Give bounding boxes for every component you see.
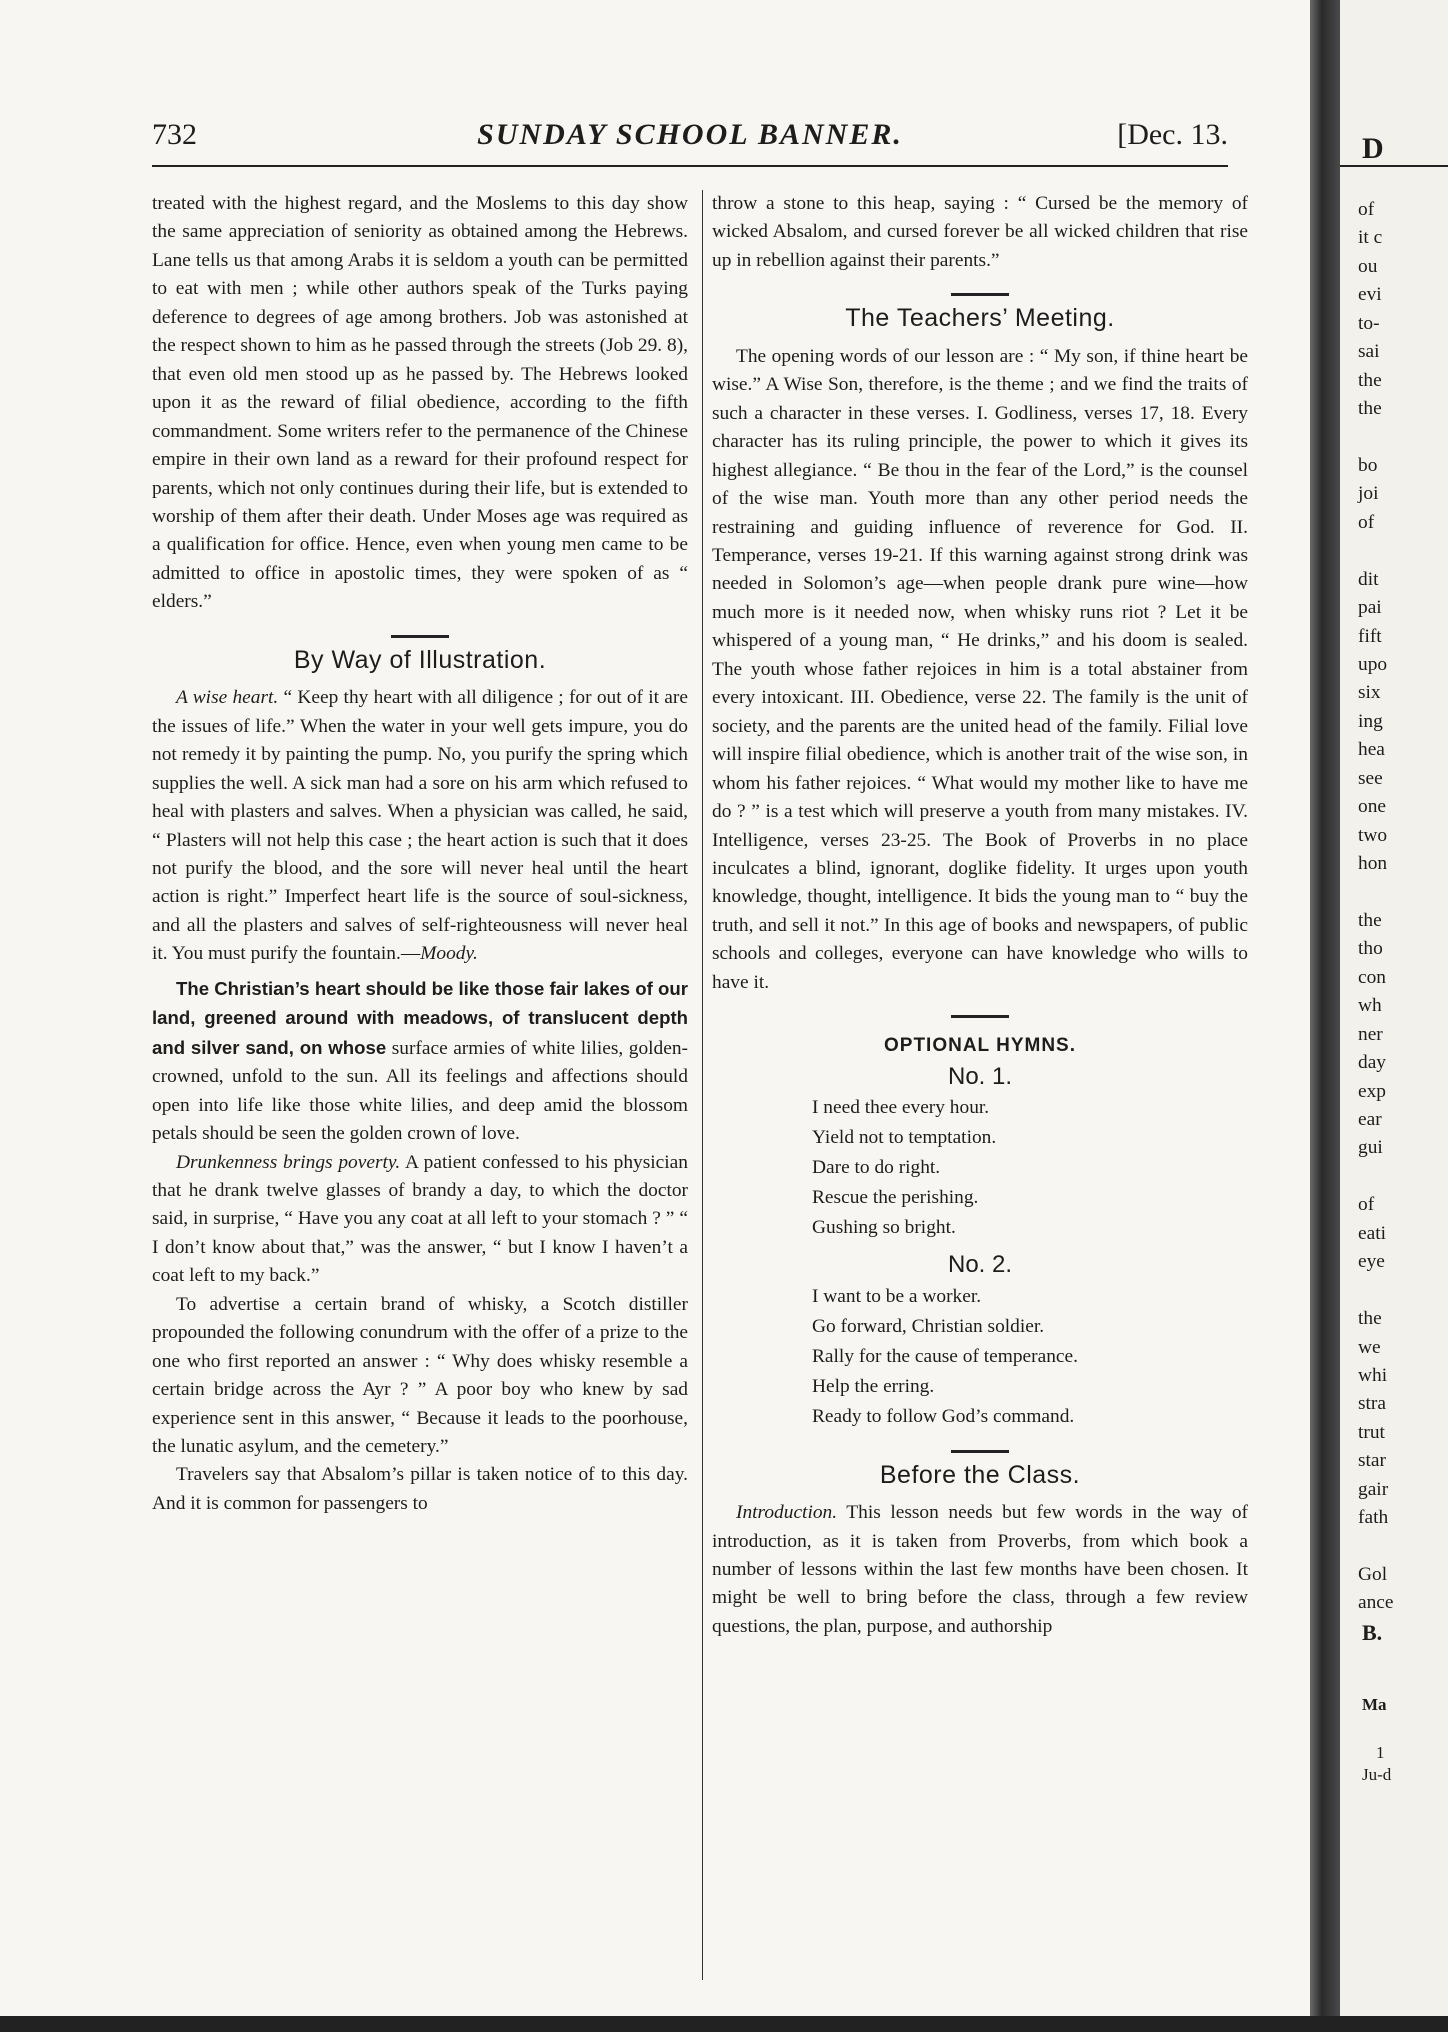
facing-page-line: the xyxy=(1358,398,1382,420)
facing-page-line: ner xyxy=(1358,1023,1383,1045)
facing-page-line: gair xyxy=(1358,1478,1389,1500)
paragraph-introduction xyxy=(712,1499,1248,1641)
facing-page-line: ance xyxy=(1358,1592,1394,1614)
list-item: Gushing so bright. xyxy=(812,1217,956,1239)
facing-page-line: the xyxy=(1358,1308,1382,1330)
facing-page-line: stra xyxy=(1358,1393,1386,1415)
facing-page-line: two xyxy=(1358,824,1388,846)
facing-page-b: B. xyxy=(1362,1620,1383,1645)
drunkenness-text: A patient confessed to his physician that he drank twelve glasses of brandy a day, to which the doctor said, in surprise, “ Have you any coat at all left to your stomach ? ” “ I don’t know about that,” was the answer, “ but I know I haven’t a coat left to my back.” xyxy=(152,1151,688,1287)
facing-page-line: fift xyxy=(1358,625,1382,647)
facing-page-line: of xyxy=(1358,199,1375,220)
facing-page-line: con xyxy=(1358,966,1386,988)
list-item: Go forward, Christian soldier. xyxy=(812,1315,1045,1337)
facing-page-line xyxy=(1358,1533,1394,1561)
facing-page-fragment xyxy=(1340,0,1448,2032)
section-divider xyxy=(951,293,1009,296)
facing-page-line: evi xyxy=(1358,284,1382,306)
section-divider xyxy=(951,1450,1009,1453)
list-item: Yield not to temptation. xyxy=(812,1127,997,1149)
running-header xyxy=(152,118,1228,162)
heading-before-class: Before the Class. xyxy=(879,1460,1081,1489)
wise-heart-title: A wise heart. xyxy=(176,687,279,709)
facing-page-line: hon xyxy=(1358,853,1388,875)
facing-page-line: hea xyxy=(1358,739,1385,761)
heading-optional-hymns: OPTIONAL HYMNS. xyxy=(884,1035,1076,1057)
christian-heart-bold: The Christian’s heart should be like those fair lakes of our land, greened around with meadows, of translucent depth and silver sand, on whose xyxy=(152,977,688,1058)
facing-page-line: upo xyxy=(1358,654,1388,675)
paragraph-drunkenness xyxy=(152,1149,688,1291)
christian-heart-text: surface armies of white lilies, golden-crowned, unfold to the sun. All its feelings and affections should open into life like those white lilies, and deep amid the blossom petals should be seen the golden crown of love. xyxy=(152,1037,689,1145)
facing-page-line: exp xyxy=(1358,1080,1386,1102)
facing-page-line: it c xyxy=(1358,227,1383,249)
list-item: Help the erring. xyxy=(812,1375,935,1397)
hymn-label-1: No. 1. xyxy=(947,1062,1013,1090)
facing-page-line: we xyxy=(1358,1336,1381,1358)
facing-page-line: to- xyxy=(1358,312,1380,334)
page-title: SUNDAY SCHOOL BANNER. xyxy=(477,118,903,151)
facing-page-line: wh xyxy=(1358,995,1382,1017)
facing-page-line: pai xyxy=(1358,597,1382,619)
paragraph-absalom-pillar: Travelers say that Absalom’s pillar is taken notice of to this day. And it is common for passengers to xyxy=(152,1464,688,1514)
list-item: I want to be a worker. xyxy=(812,1285,982,1307)
facing-page-line xyxy=(1358,537,1394,565)
facing-page-line: six xyxy=(1358,682,1381,704)
facing-page-verse-number: 1 xyxy=(1376,1743,1385,1762)
paragraph-wise-heart xyxy=(152,684,688,969)
left-column xyxy=(152,190,688,1518)
heading-teachers-meeting: The Teachers’ Meeting. xyxy=(845,304,1115,333)
wise-heart-author: Moody. xyxy=(420,943,478,965)
facing-page-line: tho xyxy=(1358,938,1383,960)
list-item: Ready to follow God’s command. xyxy=(812,1405,1075,1427)
facing-page-line: whi xyxy=(1358,1364,1388,1386)
facing-page-rule xyxy=(1340,165,1448,167)
facing-page-line xyxy=(1358,1163,1394,1191)
facing-page-line: ou xyxy=(1358,255,1378,277)
list-item: Dare to do right. xyxy=(812,1157,941,1179)
header-rule xyxy=(152,165,1228,167)
facing-page-line: of xyxy=(1358,511,1375,533)
list-item: Rescue the perishing. xyxy=(812,1187,979,1209)
hymn-list-1 xyxy=(712,1093,1248,1243)
facing-page-line: the xyxy=(1358,369,1382,391)
facing-page-line: eye xyxy=(1358,1251,1385,1273)
facing-page-line: sai xyxy=(1358,341,1380,363)
hymn-label-2: No. 2. xyxy=(947,1251,1013,1279)
facing-page-line: trut xyxy=(1358,1421,1385,1443)
facing-page-line: eati xyxy=(1358,1222,1386,1244)
facing-page-line xyxy=(1358,1277,1394,1305)
facing-page-line: day xyxy=(1358,1052,1386,1074)
facing-page-line: the xyxy=(1358,909,1382,931)
section-divider xyxy=(391,635,449,638)
hymn-list-2 xyxy=(712,1282,1248,1432)
facing-page-line: bo xyxy=(1358,454,1378,476)
column-divider xyxy=(702,190,703,1980)
introduction-title: Introduction. xyxy=(736,1502,838,1524)
paragraph-whisky-conundrum: To advertise a certain brand of whisky, a Scotch distiller propounded the following conundrum with the offer of a prize to the one who first reported an answer : “ Why does whisky resemble a certain bridge across the Ayr ? ” A poor boy who knew by sad experience sent in this answer, “ Because it leads to the poorhouse, the lunatic asylum, and the cemetery.” xyxy=(152,1293,688,1458)
facing-page-line: see xyxy=(1358,767,1383,789)
page-bottom-edge xyxy=(0,2016,1448,2032)
issue-date: [Dec. 13. xyxy=(1117,118,1228,151)
facing-page-header: D xyxy=(1362,132,1384,165)
heading-illustration: By Way of Illustration. xyxy=(293,645,547,674)
facing-page-line: ear xyxy=(1358,1109,1382,1130)
facing-page-line: ing xyxy=(1358,710,1383,732)
facing-page-line: fath xyxy=(1358,1507,1389,1529)
list-item: I need thee every hour. xyxy=(812,1097,990,1119)
facing-page-line: of xyxy=(1358,1194,1375,1216)
facing-page-mat: Ma xyxy=(1362,1695,1387,1714)
facing-page-line: star xyxy=(1358,1450,1386,1472)
paragraph-seniority: treated with the highest regard, and the Moslems to this day show the same appreciation of seniority as obtained among the Hebrews. Lane tells us that among Arabs it is seldom a youth can be permitted to eat with men ; while other authors speak of the Turks paying deference to degrees of age among brothers. Job was astonished at the respect shown to him as he passed through the streets (Job 29. 8), that even old men stood up as he passed by. The Hebrews looked upon it as the reward of filial obedience, according to the fifth commandment. Some writers refer to the permanence of the Chinese empire in their own land as a reward for their profound respect for parents, which not only continues during their life, but is extended to worship of them after their death. Under Moses age was required as a qualification for office. Hence, even when young men came to be admitted to office in apostolic times, they were spoken of as “ elders.” xyxy=(152,193,688,613)
wise-heart-text: “ Keep thy heart with all diligence ; for out of it are the issues of life.” When the water in your well gets impure, you do not remedy it by painting the pump. No, you purify the spring which supplies the well. A sick man had a sore on his arm which refused to heal with plasters and salves. When a physician was called, he said, “ Plasters will not help this case ; the heart action is such that it does not purify the blood, and the sore will never heal until the heart action is right.” Imperfect heart life is the source of soul-sickness, and all the plasters and salves of self-righteousness will never heal it. You must purify the fountain.— xyxy=(152,687,688,965)
introduction-text: This lesson needs but few words in the way of introduction, as it is taken from Proverbs, from which book a number of lessons within the last few months have been chosen. It might be well to bring before the class, through a few review questions, the plan, purpose, and authorship xyxy=(712,1502,1248,1637)
paragraph-absalom-curse: throw a stone to this heap, saying : “ Cursed be the memory of wicked Absalom, and cursed forever be all wicked children that rise up in rebellion against their parents.” xyxy=(712,193,1248,271)
facing-page-line: dit xyxy=(1358,568,1379,590)
paragraph-teachers-meeting: The opening words of our lesson are : “ My son, if thine heart be wise.” A Wise Son, therefore, is the theme ; and we find the traits of such a character in these verses. I. Godliness, verses 17, 18. Every character has its ruling principle, the power to which it gives its highest allegiance. “ Be thou in the fear of the Lord,” is the counsel of the wise man. Youth more than any other period needs the restraining and guiding influence of reverence for God. II. Temperance, verses 19-21. If this warning against strong drink was needed in Solomon’s age—when people drank pure wine—how much more is it needed now, when whisky runs riot ? Let it be whispered of a young man, “ He drinks,” and his doom is sealed. The youth whose father rejoices in him is a total abstainer from every intoxicant. III. Obedience, verse 22. The family is the unit of society, and the parents are the united head of the family. Filial love will inspire filial obedience, which is another trait of the wise son, in whom his father rejoices. “ What would my mother like to have me do ? ” is a test which will preserve a youth from many mistakes. IV. Intelligence, verses 23-25. The Book of Proverbs in no place inculcates a blind, ignorant, doglike fidelity. It urges upon youth knowledge, thought, intelligence. It bids the young man to “ buy the truth, and sell it not.” In this age of books and newspapers, of public schools and colleges, everyone can have knowledge who wills to have it. xyxy=(712,345,1248,993)
page-number: 732 xyxy=(152,118,197,151)
facing-page-line xyxy=(1358,879,1394,907)
facing-page-jud: Ju-d xyxy=(1362,1765,1392,1784)
facing-page-lines xyxy=(1358,196,1394,1618)
facing-page-line: gui xyxy=(1358,1137,1383,1159)
drunkenness-title: Drunkenness brings poverty. xyxy=(176,1151,401,1173)
list-item: Rally for the cause of temperance. xyxy=(812,1345,1078,1367)
facing-page-line: one xyxy=(1358,796,1386,818)
book-gutter xyxy=(1310,0,1340,2032)
right-column xyxy=(712,190,1248,1641)
facing-page-line: Gol xyxy=(1358,1564,1388,1585)
facing-page-line xyxy=(1358,424,1394,452)
section-divider xyxy=(951,1015,1009,1018)
facing-page-line: joi xyxy=(1358,483,1379,505)
paragraph-christian-heart xyxy=(152,975,688,1149)
